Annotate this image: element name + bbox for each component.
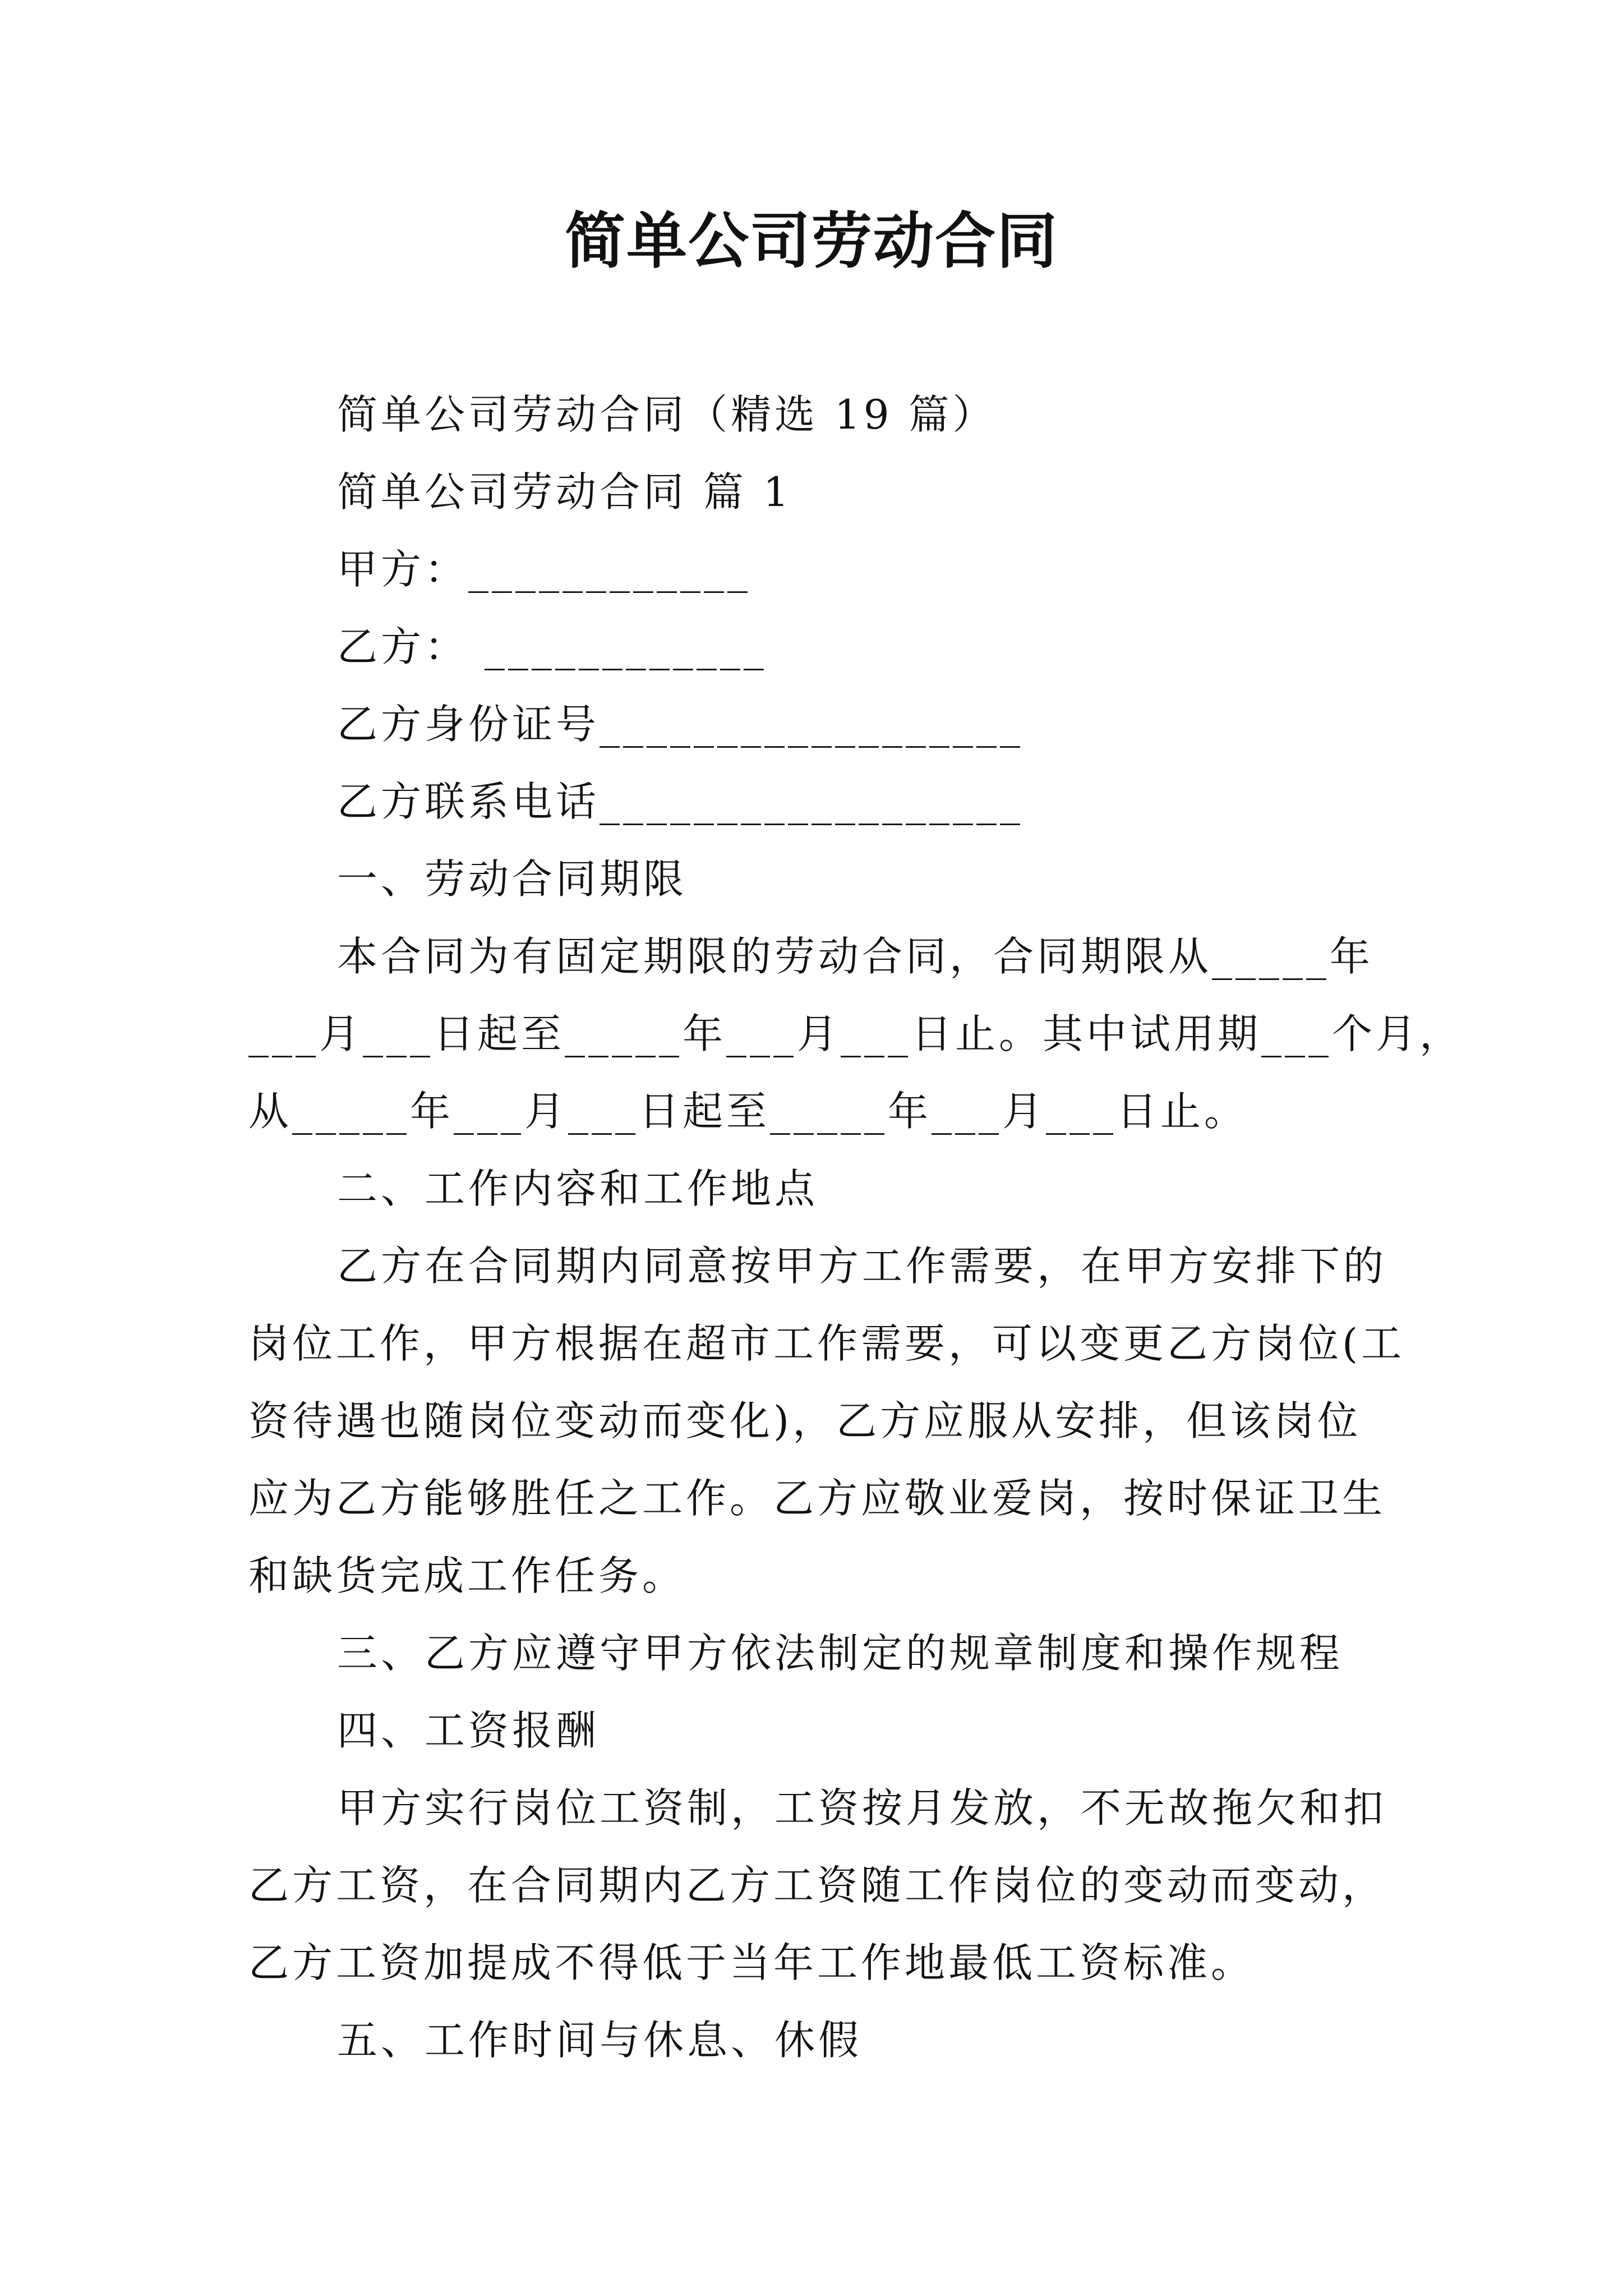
text-line: 简单公司劳动合同（精选 19 篇）	[337, 391, 997, 438]
text-line: 和缺货完成工作任务。	[248, 1552, 686, 1599]
text-line: 乙方联系电话__________________	[337, 778, 1024, 825]
text-line: 本合同为有固定期限的劳动合同，合同期限从_____年	[337, 933, 1374, 980]
text-line: 资待遇也随岗位变动而变化)，乙方应服从安排，但该岗位	[248, 1397, 1362, 1444]
section-heading: 五、工作时间与休息、休假	[337, 2017, 863, 2064]
section-heading: 一、劳动合同期限	[337, 855, 688, 903]
text-line: 应为乙方能够胜任之工作。乙方应敬业爱岗，按时保证卫生	[248, 1475, 1386, 1522]
document-body	[248, 376, 1464, 2079]
text-line: 甲方：____________	[337, 546, 751, 593]
text-line: 岗位工作，甲方根据在超市工作需要，可以变更乙方岗位(工	[248, 1320, 1405, 1367]
text-line: 甲方实行岗位工资制，工资按月发放，不无故拖欠和扣	[337, 1784, 1387, 1832]
section-heading: 四、工资报酬	[337, 1707, 600, 1754]
section-heading: 二、工作内容和工作地点	[337, 1165, 819, 1212]
text-line: 乙方工资，在合同期内乙方工资随工作岗位的变动而变动，	[248, 1862, 1386, 1909]
text-line: 简单公司劳动合同 篇 1	[337, 468, 792, 516]
text-line: 乙方： ____________	[337, 623, 767, 670]
section-heading: 三、乙方应遵守甲方依法制定的规章制度和操作规程	[337, 1630, 1344, 1677]
text-line: 乙方在合同期内同意按甲方工作需要，在甲方安排下的	[337, 1243, 1387, 1290]
document-title: 简单公司劳动合同	[564, 206, 1058, 277]
text-line: 乙方身份证号__________________	[337, 701, 1024, 748]
text-line: ___月___日起至_____年___月___日止。其中试用期___个月，	[248, 1010, 1464, 1057]
text-line: 从_____年___月___日起至_____年___月___日止。	[248, 1088, 1248, 1135]
text-line: 乙方工资加提成不得低于当年工作地最低工资标准。	[248, 1939, 1255, 1986]
